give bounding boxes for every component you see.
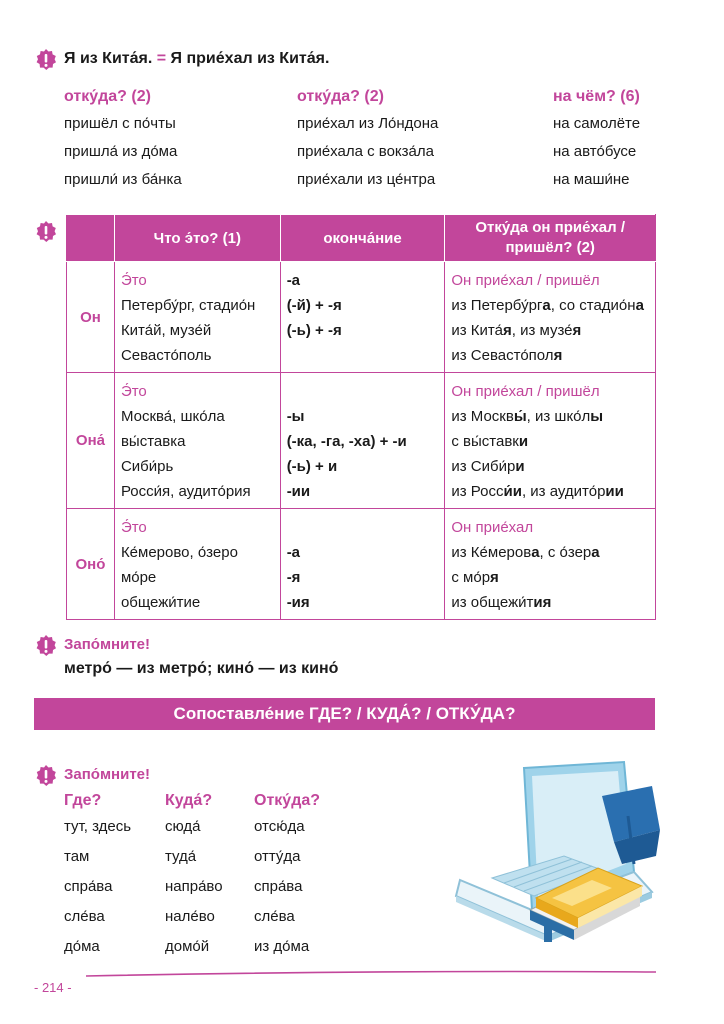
example-item: прие́хал из Ло́ндона <box>297 115 439 132</box>
from-ending: и́и <box>503 483 522 500</box>
from-plain: из Москв <box>451 408 514 425</box>
from-plain: из Севасто́пол <box>451 347 554 364</box>
from-ending: и <box>518 433 529 450</box>
from-ending: ы <box>590 408 604 425</box>
from-line <box>445 429 655 454</box>
eto-label: Э́то <box>120 519 147 536</box>
laptop-books-illustration <box>452 760 664 965</box>
table-row <box>67 262 656 373</box>
eto-label: Э́то <box>120 383 147 400</box>
from-where-column <box>254 792 320 968</box>
ending-line: (-ь) + и <box>286 458 338 475</box>
example-header: отку́да? (2) <box>297 88 384 105</box>
from-plain: с вы́ставк <box>451 433 519 450</box>
column-item: нале́во <box>165 908 215 925</box>
nouns-cell <box>114 262 280 373</box>
from-ending: ы́ <box>513 408 527 425</box>
noun-line: Севасто́поль <box>120 347 212 364</box>
example-column-1 <box>64 88 264 188</box>
from-ending: ия <box>533 594 552 611</box>
example-item: прие́хала с вокза́ла <box>297 143 434 160</box>
example-header: отку́да? (2) <box>64 88 151 105</box>
from-plain: из Сиби́р <box>451 458 516 475</box>
from-line <box>445 318 655 343</box>
column-item: туда́ <box>165 848 197 865</box>
example-header: на чём? (6) <box>553 88 640 105</box>
from-title: Он прие́хал / пришёл <box>451 272 600 289</box>
column-item: спра́ва <box>64 878 113 895</box>
from-plain: из общежи́т <box>451 594 534 611</box>
ending-line: -ии <box>286 483 311 500</box>
exclamation-badge-icon <box>34 764 58 788</box>
from-line <box>445 565 655 590</box>
gender-label: Она́ <box>67 373 115 509</box>
gender-label: Он <box>67 262 115 373</box>
column-header: Отку́да? <box>254 792 321 809</box>
from-plain: из Ке́меров <box>451 544 532 561</box>
ending-line: -а <box>286 544 301 561</box>
header-blank <box>67 215 115 262</box>
from-where-cell <box>445 262 656 373</box>
column-item: спра́ва <box>254 878 303 895</box>
column-item: отсю́да <box>254 818 305 835</box>
from-plain: с мо́р <box>451 569 491 586</box>
example-item: на маши́не <box>553 171 630 188</box>
from-plain: из Петербу́рг <box>451 297 543 314</box>
from-ending: а <box>635 297 644 314</box>
nouns-cell <box>114 509 280 620</box>
exclamation-badge-icon <box>34 634 58 658</box>
from-where-cell <box>445 509 656 620</box>
ending-cell <box>280 509 445 620</box>
ending-line: -я <box>286 569 301 586</box>
noun-line: вы́ставка <box>120 433 186 450</box>
ending-line: (-ь) + -я <box>286 322 342 339</box>
ending-line: -а <box>286 272 301 289</box>
noun-line: Росси́я, аудито́рия <box>120 483 251 500</box>
intro-equals: = <box>156 50 167 67</box>
where-to-column <box>165 792 223 968</box>
column-item: напра́во <box>165 878 223 895</box>
remember-title: Запо́мните! <box>64 766 151 783</box>
noun-line: мо́ре <box>120 569 157 586</box>
from-plain: из Росс <box>451 483 504 500</box>
remember-text: метро́ — из метро́; кино́ — из кино́ <box>64 660 339 677</box>
ending-line <box>281 515 445 540</box>
header-ending: оконча́ние <box>280 215 445 262</box>
from-plain: , из шко́л <box>526 408 591 425</box>
column-item: до́ма <box>64 938 100 955</box>
noun-line: Петербу́рг, стадио́н <box>120 297 256 314</box>
example-item: пришла́ из до́ма <box>64 143 178 160</box>
eto-label: Э́то <box>120 272 147 289</box>
from-ending: и <box>515 458 525 475</box>
table-header-row <box>67 215 656 262</box>
ending-cell <box>280 262 445 373</box>
from-ending: ии <box>605 483 624 500</box>
from-ending: а <box>591 544 600 561</box>
noun-line: Сиби́рь <box>120 458 174 475</box>
example-item: прие́хали из це́нтра <box>297 171 436 188</box>
from-plain: , с о́зер <box>539 544 592 561</box>
from-ending: а <box>542 297 551 314</box>
from-plain: , из музе́ <box>511 322 573 339</box>
ending-line: (-й) + -я <box>286 297 342 314</box>
exclamation-badge-icon <box>34 220 58 244</box>
from-line <box>445 454 655 479</box>
noun-line: Кита́й, музе́й <box>120 322 212 339</box>
intro-line <box>64 50 329 68</box>
intro-sentence-2: Я прие́хал из Кита́я. <box>170 50 330 67</box>
from-line <box>445 540 655 565</box>
example-item: на самолёте <box>553 115 641 132</box>
from-title: Он прие́хал / пришёл <box>451 383 600 400</box>
ending-cell <box>280 373 445 509</box>
column-item: там <box>64 848 90 865</box>
from-line <box>445 590 655 615</box>
noun-line: Ке́мерово, о́зеро <box>120 544 238 561</box>
column-item: тут, здесь <box>64 818 132 835</box>
remember-title: Запо́мните! <box>64 636 151 653</box>
ending-line <box>281 379 445 404</box>
ending-line: -ы <box>286 408 305 425</box>
table-row <box>67 373 656 509</box>
from-line <box>445 343 655 368</box>
ending-line: -ия <box>286 594 310 611</box>
noun-line: общежи́тие <box>120 594 201 611</box>
section-banner: Сопоставле́ние ГДЕ? / КУДА́? / ОТКУ́ДА? <box>34 698 655 730</box>
gender-label: Оно́ <box>67 509 115 620</box>
from-line <box>445 404 655 429</box>
example-column-2 <box>297 88 527 188</box>
from-line <box>445 293 655 318</box>
example-column-3 <box>553 88 713 188</box>
from-plain: из Кита́ <box>451 322 503 339</box>
example-item: пришли́ из ба́нка <box>64 171 182 188</box>
header-from-where: Отку́да он прие́хал / пришёл? (2) <box>445 215 656 262</box>
from-where-cell <box>445 373 656 509</box>
from-plain: , из аудито́р <box>521 483 606 500</box>
column-item: сле́ва <box>64 908 105 925</box>
from-title: Он прие́хал <box>451 519 534 536</box>
from-line <box>445 479 655 504</box>
from-ending: я <box>502 322 512 339</box>
noun-line: Москва́, шко́ла <box>120 408 225 425</box>
table-row <box>67 509 656 620</box>
column-item: отту́да <box>254 848 301 865</box>
endings-table <box>66 214 656 620</box>
example-item: на авто́бусе <box>553 143 637 160</box>
column-item: сюда́ <box>165 818 201 835</box>
column-item: сле́ва <box>254 908 295 925</box>
column-item: из до́ма <box>254 938 310 955</box>
from-ending: я <box>490 569 499 586</box>
column-header: Куда́? <box>165 792 213 809</box>
where-column <box>64 792 131 968</box>
from-ending: а <box>531 544 540 561</box>
from-ending: я <box>553 347 563 364</box>
ending-line: (-ка, -га, -ха) + -и <box>286 433 407 450</box>
nouns-cell <box>114 373 280 509</box>
column-header: Где? <box>64 792 102 809</box>
example-item: пришёл с по́чты <box>64 115 176 132</box>
page-number: - 214 - <box>34 980 72 995</box>
from-plain: , со стадио́н <box>550 297 636 314</box>
header-what: Что э́то? (1) <box>114 215 280 262</box>
footer-divider <box>86 970 656 978</box>
intro-sentence-1: Я из Кита́я. <box>64 50 153 67</box>
column-item: домо́й <box>165 938 210 955</box>
from-ending: я <box>572 322 582 339</box>
exclamation-badge-icon <box>34 48 58 72</box>
